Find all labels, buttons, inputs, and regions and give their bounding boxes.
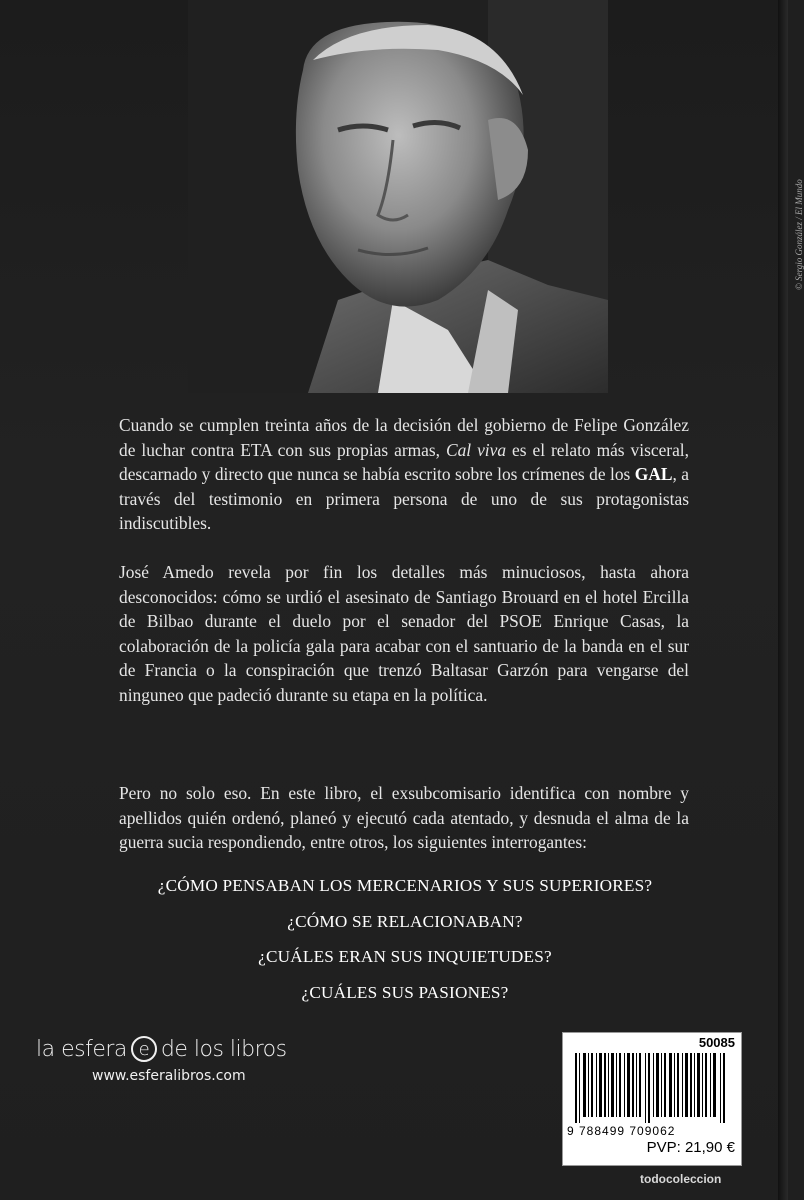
book-spine-edge [778,0,788,1200]
book-title-italic: Cal viva [445,439,507,460]
isbn-digits: 9 788499 709062 [567,1124,676,1138]
questions-list [100,868,710,1010]
gal-bold: GAL [634,464,673,485]
p1-text-a: Cuando se cumplen treinta años de la decisión del gobierno de Felipe González de luchar contra ETA con sus propias armas, [119,415,689,460]
price-label: PVP: 21,90 € [646,1139,735,1156]
p1-text-b: es el relato más visceral, descarnado y directo que nunca se había escrito sobre los crímenes de los [119,439,689,485]
synopsis-paragraph-3: Pero no solo eso. En este libro, el exsubcomisario identifica con nombre y apellidos quién ordenó, planeó y ejecutó cada atentado, y desnuda el alma de la guerra sucia respondiendo, entre otros, los siguientes interrogantes: [119,783,689,853]
question-item: ¿CÓMO SE RELACIONABAN? [287,911,523,931]
publisher-name-right: de los libros [160,1036,287,1062]
publisher-name-left: la esfera [36,1036,127,1062]
internal-code: 50085 [698,1035,735,1050]
publisher-logo [36,1036,336,1062]
question-item: ¿CÓMO PENSABAN LOS MERCENARIOS Y SUS SUPERIORES? [157,876,653,895]
publisher-block [36,1036,336,1084]
p1-text-c: , a través del testimonio en primera persona de uno de sus protagonistas indiscutibles. [119,464,689,534]
globe-e-icon: e [131,1036,157,1062]
synopsis-paragraph-2: José Amedo revela por fin los detalles más minuciosos, hasta ahora desconocidos: cómo se urdió el asesinato de Santiago Brouard en el hotel Ercilla de Bilbao durante el duelo por el senador del PSOE Enrique Casas, la colaboración de la policía gala para acabar con el santuario de la banda en el sur de Francia o la conspiración que trenzó Baltasar Garzón para vengarse del ninguneo que padeció durante su etapa en la política. [119,562,689,705]
question-item: ¿CUÁLES SUS PASIONES? [301,982,509,1002]
barcode-label [562,1032,742,1166]
synopsis-paragraph-1 [119,413,689,536]
question-item: ¿CUÁLES ERAN SUS INQUIETUDES? [258,947,552,966]
watermark: todocoleccion [640,1172,722,1186]
barcode-icon [575,1053,729,1123]
portrait-illustration [188,0,608,393]
photo-credit: © Sergio González / El Mundo [794,179,804,290]
publisher-url: www.esferalibros.com [92,1068,246,1084]
author-photo [188,0,804,393]
